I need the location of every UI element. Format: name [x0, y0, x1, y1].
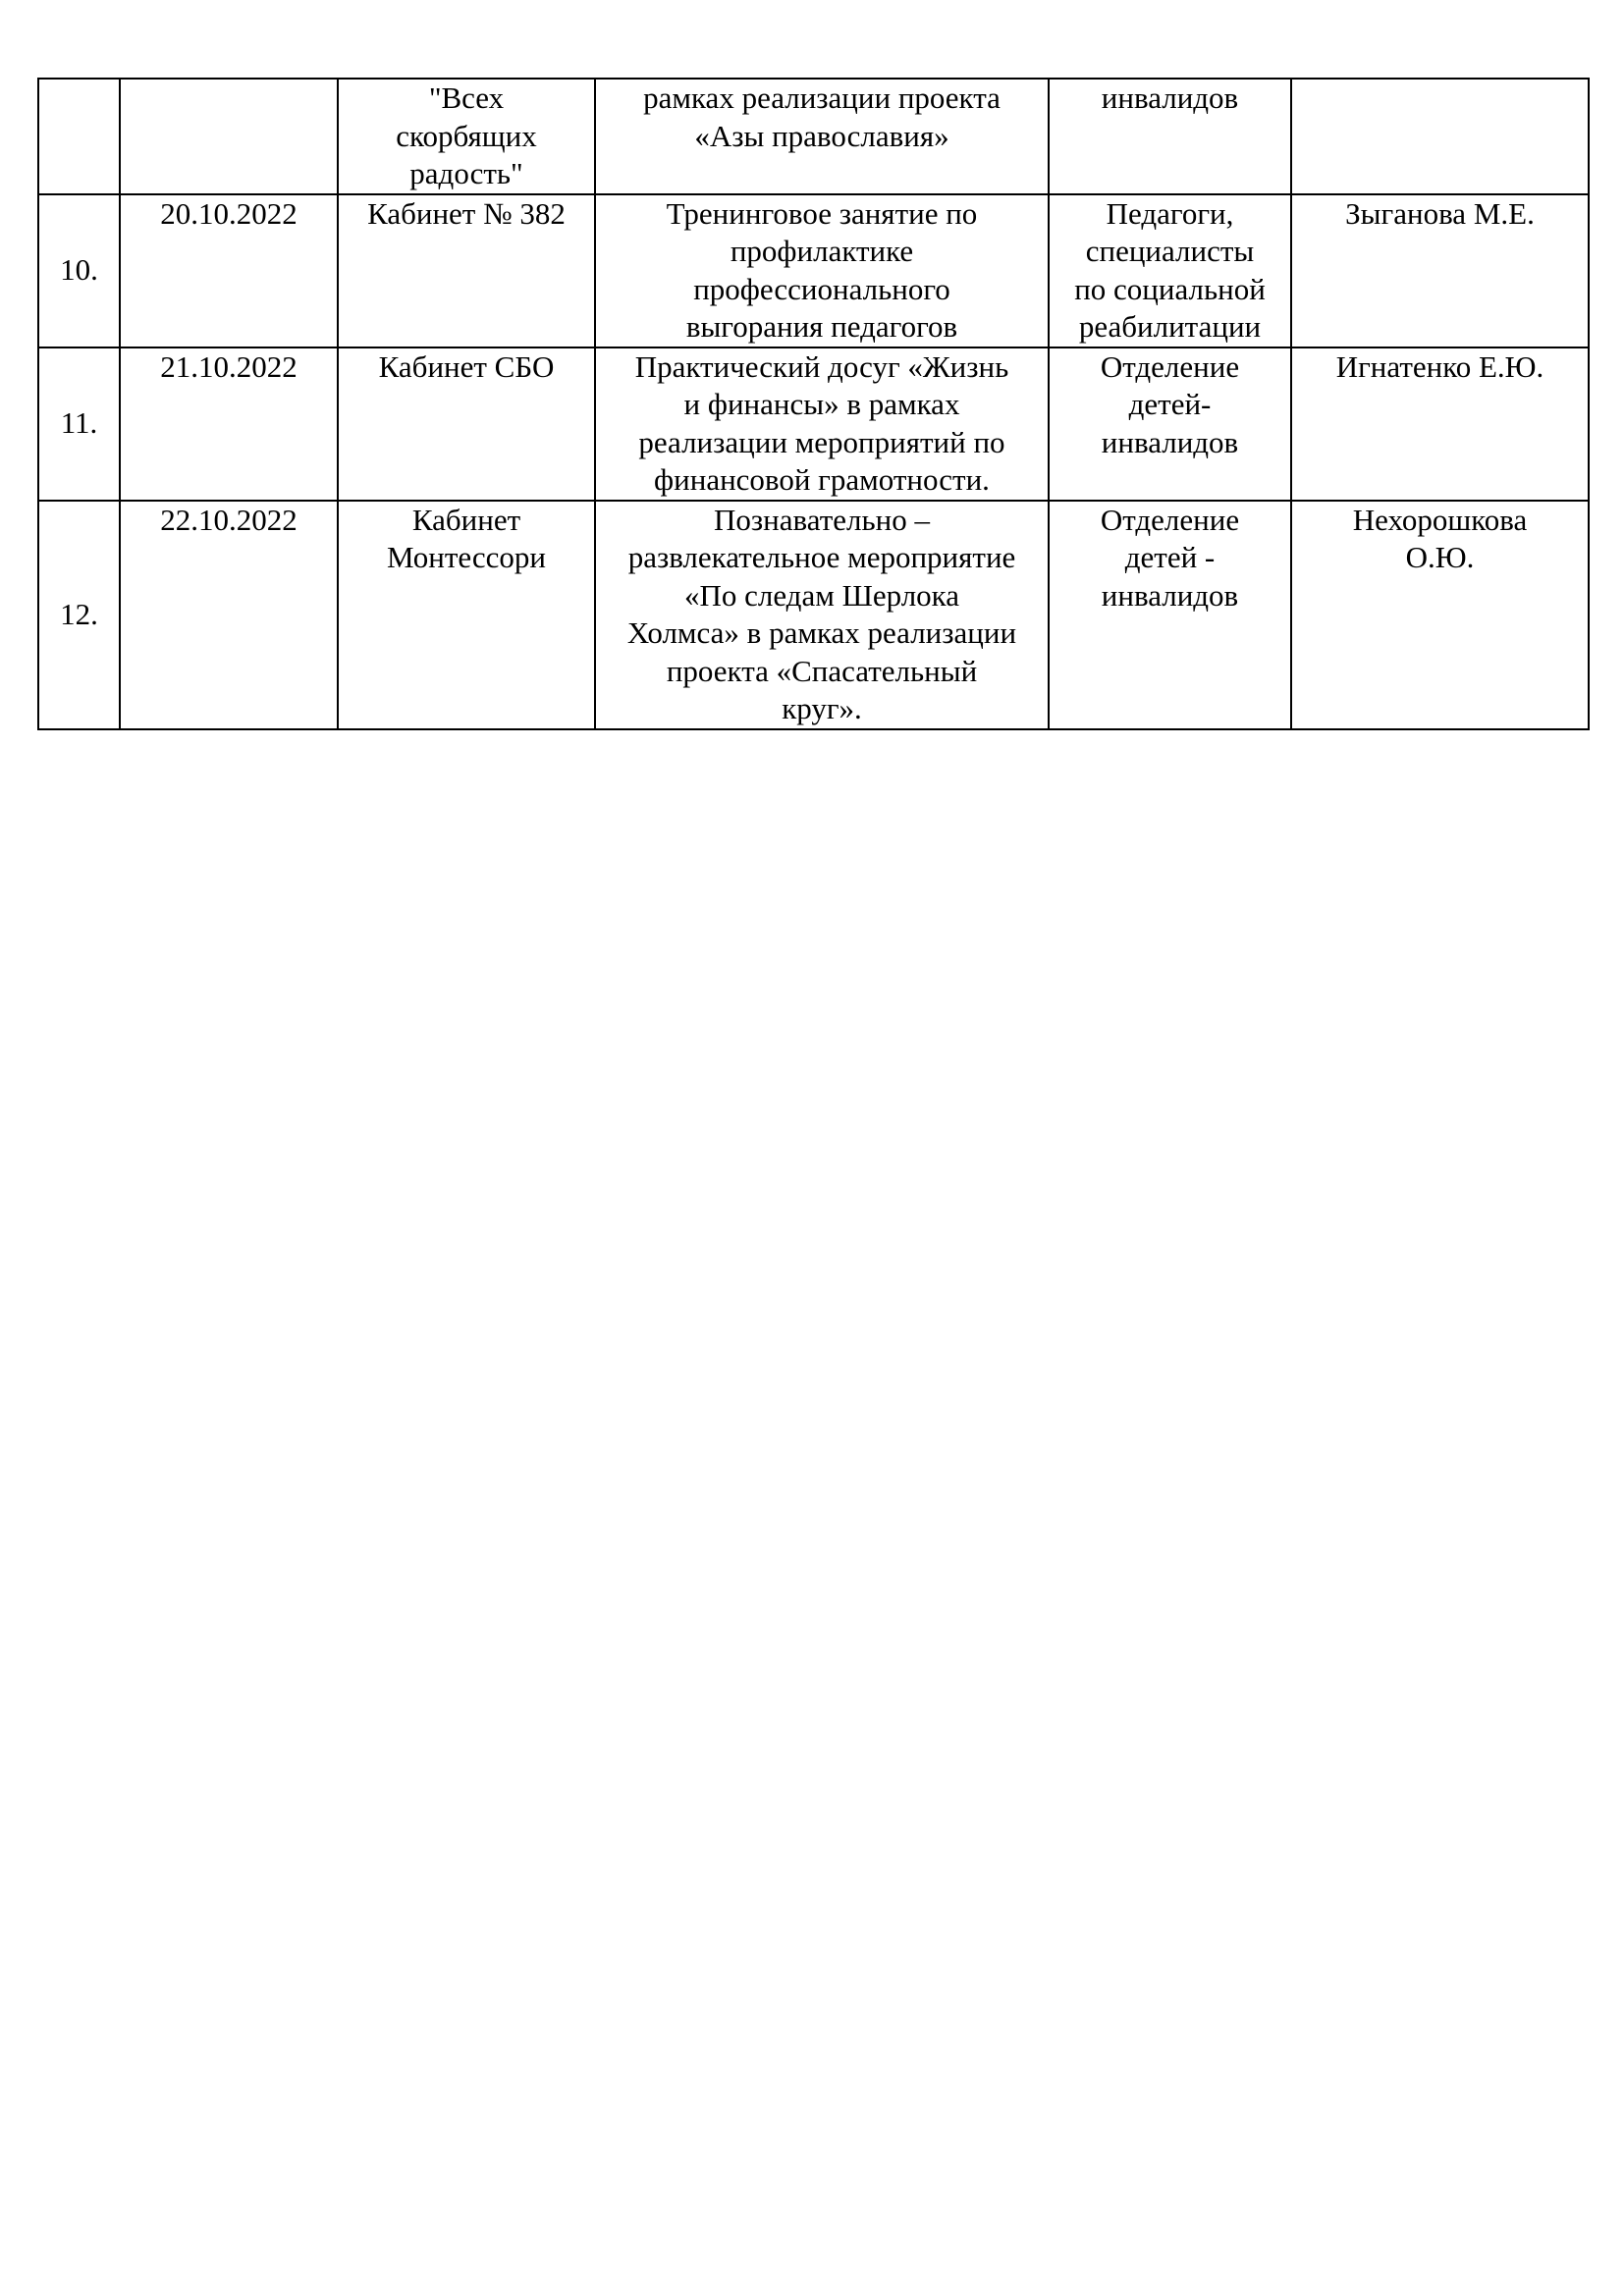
- row-number-cell: [38, 79, 120, 194]
- row-number-cell: 10.: [38, 194, 120, 347]
- audience-cell: Отделение детей- инвалидов: [1049, 347, 1291, 501]
- date-cell: 21.10.2022: [120, 347, 338, 501]
- audience-cell: Педагоги, специалисты по социальной реабилитации: [1049, 194, 1291, 347]
- schedule-table: [37, 78, 1590, 730]
- table-row: [38, 79, 1589, 194]
- audience-cell: инвалидов: [1049, 79, 1291, 194]
- place-cell: Кабинет Монтессори: [338, 501, 595, 729]
- event-cell: Тренинговое занятие по профилактике профессионального выгорания педагогов: [595, 194, 1049, 347]
- event-cell: Практический досуг «Жизнь и финансы» в рамках реализации мероприятий по финансовой грамотности.: [595, 347, 1049, 501]
- audience-cell: Отделение детей - инвалидов: [1049, 501, 1291, 729]
- table-row: [38, 347, 1589, 501]
- table-row: [38, 194, 1589, 347]
- responsible-cell: Игнатенко Е.Ю.: [1291, 347, 1589, 501]
- row-number-cell: 12.: [38, 501, 120, 729]
- event-cell: Познавательно – развлекательное мероприятие «По следам Шерлока Холмса» в рамках реализации проекта «Спасательный круг».: [595, 501, 1049, 729]
- row-number-cell: 11.: [38, 347, 120, 501]
- date-cell: [120, 79, 338, 194]
- responsible-cell: Зыганова М.Е.: [1291, 194, 1589, 347]
- responsible-cell: [1291, 79, 1589, 194]
- place-cell: Кабинет СБО: [338, 347, 595, 501]
- date-cell: 20.10.2022: [120, 194, 338, 347]
- table-row: [38, 501, 1589, 729]
- date-cell: 22.10.2022: [120, 501, 338, 729]
- responsible-cell: Нехорошкова О.Ю.: [1291, 501, 1589, 729]
- place-cell: "Всех скорбящих радость": [338, 79, 595, 194]
- place-cell: Кабинет № 382: [338, 194, 595, 347]
- event-cell: рамках реализации проекта «Азы православия»: [595, 79, 1049, 194]
